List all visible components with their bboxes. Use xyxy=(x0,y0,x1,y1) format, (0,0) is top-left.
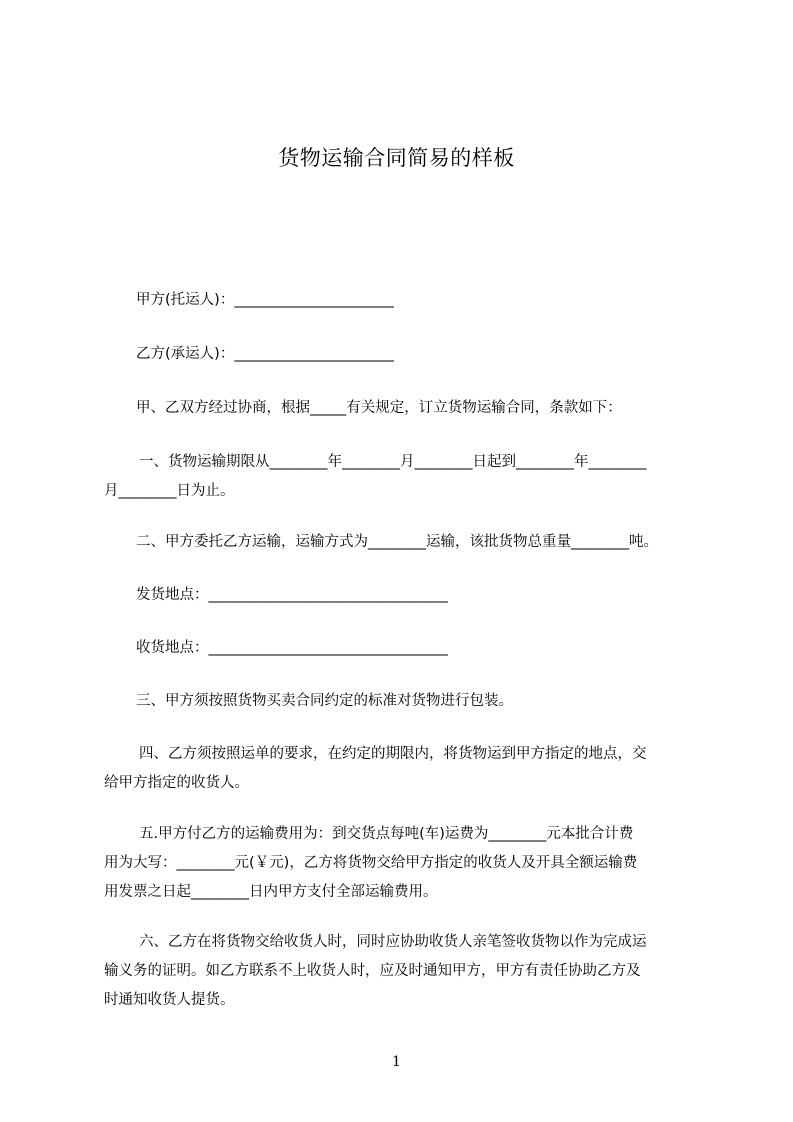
clause-4 xyxy=(104,740,704,798)
clause-6 xyxy=(104,928,704,1015)
clause-2-text: 二、甲方委托乙方运输，运输方式为________运输，该批货物总重量________吨。 xyxy=(136,534,658,550)
party-a-text: 甲方(托运人)：______________________ xyxy=(136,292,394,308)
ship-to-line xyxy=(104,634,704,663)
page-number: 1 xyxy=(392,1054,401,1070)
ship-from-line xyxy=(104,581,704,610)
clause-4-line-2: 给甲方指定的收货人。 xyxy=(104,775,249,791)
clause-4-line-1: 四、乙方须按照运单的要求，在约定的期限内，将货物运到甲方指定的地点，交 xyxy=(139,746,647,762)
ship-from-text: 发货地点：_________________________________ xyxy=(136,587,448,603)
ship-to-text: 收货地点：_________________________________ xyxy=(136,640,448,656)
clause-6-line-2: 输义务的证明。如乙方联系不上收货人时，应及时通知甲方，甲方有责任协助乙方及 xyxy=(104,963,641,979)
clause-5-line-1: 五.甲方付乙方的运输费用为：到交货点每吨(车)运费为________元本批合计费 xyxy=(139,826,634,842)
clause-1 xyxy=(104,448,704,506)
clause-6-line-1: 六、乙方在将货物交给收货人时，同时应协助收货人亲笔签收货物以作为完成运 xyxy=(139,934,647,950)
clause-6-line-3: 时通知收货人提货。 xyxy=(104,992,235,1008)
intro-paragraph xyxy=(104,394,704,423)
clause-5-line-3: 用发票之日起________日内甲方支付全部运输费用。 xyxy=(104,884,438,900)
clause-1-line-1: 一、货物运输期限从________年________月________日起到________年________ xyxy=(139,454,647,470)
clause-3-text: 三、甲方须按照货物买卖合同约定的标准对货物进行包装。 xyxy=(136,693,513,709)
clause-1-line-2: 月________日为止。 xyxy=(104,483,235,499)
party-b-line xyxy=(104,340,704,369)
party-a-line xyxy=(104,286,704,315)
clause-5 xyxy=(104,820,704,907)
intro-text: 甲、乙双方经过协商，根据_____有关规定，订立货物运输合同，条款如下： xyxy=(136,400,622,416)
document-title: 货物运输合同简易的样板 xyxy=(278,146,515,170)
clause-3 xyxy=(104,687,704,716)
clause-5-line-2: 用为大写：________元(￥元)，乙方将货物交给甲方指定的收货人及开具全额运输费 xyxy=(104,855,638,871)
party-b-text: 乙方(承运人)：______________________ xyxy=(136,346,394,362)
clause-2 xyxy=(104,528,704,557)
